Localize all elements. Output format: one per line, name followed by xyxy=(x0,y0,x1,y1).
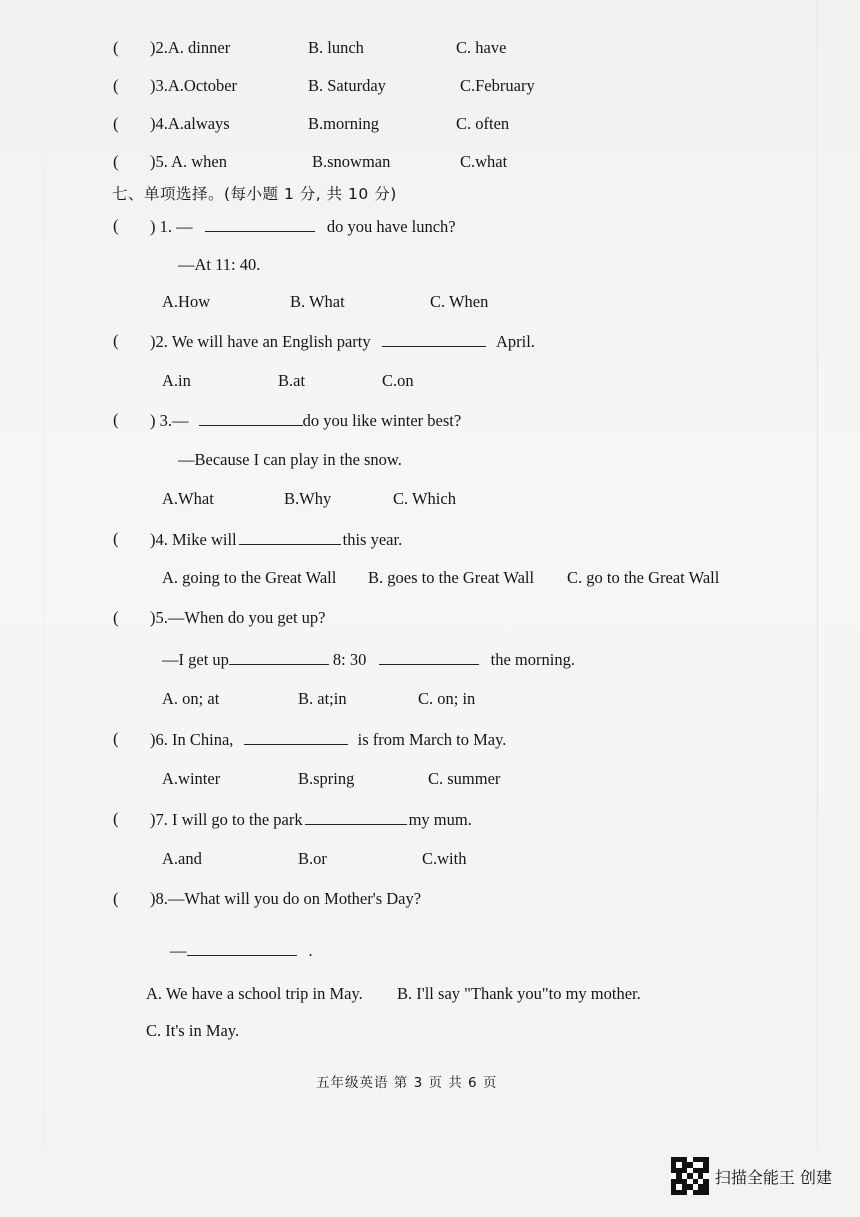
answer-paren: ( xyxy=(113,809,119,828)
answer-paren: ( xyxy=(113,216,119,235)
phonics-option-b: B. Saturday xyxy=(308,76,386,95)
option-c: C. summer xyxy=(428,769,501,788)
option-c: C.on xyxy=(382,371,414,390)
option-a: A. on; at xyxy=(162,689,220,708)
option-b: B. I'll say "Thank you"to my mother. xyxy=(397,984,641,1003)
question-4 xyxy=(150,529,402,550)
option-a: A. going to the Great Wall xyxy=(162,568,337,587)
section-title: 七、单项选择。(每小题 1 分, 共 10 分) xyxy=(112,185,397,203)
page-footer: 五年级英语 第 3 页 共 6 页 xyxy=(316,1075,498,1091)
answer-blank[interactable] xyxy=(205,216,315,232)
option-c: C. When xyxy=(430,292,489,311)
answer-paren: ( xyxy=(113,889,119,908)
question-8-reply xyxy=(170,940,313,961)
option-a: A.and xyxy=(162,849,202,868)
option-b: B.at xyxy=(278,371,306,390)
reply-start: —I get up xyxy=(162,650,229,669)
answer-blank[interactable] xyxy=(244,729,348,745)
question-5-reply xyxy=(162,649,575,670)
question-stem-end: this year. xyxy=(342,530,403,549)
question-1 xyxy=(150,216,456,237)
answer-blank[interactable] xyxy=(305,809,407,825)
option-c: C. go to the Great Wall xyxy=(567,568,720,587)
question-3-reply: —Because I can play in the snow. xyxy=(178,450,402,469)
watermark-text: 扫描全能王 创建 xyxy=(714,1167,832,1187)
phonics-option-c: C.what xyxy=(460,152,508,171)
phonics-option-b: B.snowman xyxy=(312,152,391,171)
answer-paren: ( xyxy=(113,76,119,95)
option-a: A. We have a school trip in May. xyxy=(146,984,363,1003)
question-stem: ) 1. — xyxy=(150,217,193,236)
answer-paren: ( xyxy=(113,114,119,133)
phonics-option-c: C. often xyxy=(456,114,510,133)
phonics-option-a: )5. A. when xyxy=(150,152,227,171)
qr-code-icon xyxy=(671,1157,709,1195)
question-2 xyxy=(150,331,535,352)
answer-blank[interactable] xyxy=(382,331,486,347)
phonics-option-c: C.February xyxy=(460,76,535,95)
question-stem-end: do you like winter best? xyxy=(302,411,462,430)
option-b: B. at;in xyxy=(298,689,347,708)
reply-end: the morning. xyxy=(490,650,575,669)
question-stem-end: is from March to May. xyxy=(357,730,507,749)
reply-mid: 8: 30 xyxy=(332,650,367,669)
phonics-option-b: B.morning xyxy=(308,114,380,133)
question-stem: )6. In China, xyxy=(150,730,234,749)
option-c: C. on; in xyxy=(418,689,476,708)
scanner-watermark xyxy=(671,1157,832,1195)
option-a: A.How xyxy=(162,292,211,311)
question-stem: )7. I will go to the park xyxy=(150,810,303,829)
question-stem-end: do you have lunch? xyxy=(326,217,456,236)
option-b: B. What xyxy=(290,292,345,311)
answer-paren: ( xyxy=(113,331,119,350)
question-8: )8.—What will you do on Mother's Day? xyxy=(150,889,422,908)
answer-paren: ( xyxy=(113,152,119,171)
reply-end: . xyxy=(308,941,313,960)
question-3 xyxy=(150,410,461,431)
question-stem: )4. Mike will xyxy=(150,530,237,549)
question-stem: )2. We will have an English party xyxy=(150,332,371,351)
phonics-option-a: )3.A.October xyxy=(150,76,238,95)
option-b: B. goes to the Great Wall xyxy=(368,568,535,587)
question-5: )5.—When do you get up? xyxy=(150,608,326,627)
option-a: A.winter xyxy=(162,769,221,788)
question-stem-end: my mum. xyxy=(408,810,472,829)
answer-paren: ( xyxy=(113,729,119,748)
answer-paren: ( xyxy=(113,38,119,57)
option-c: C. It's in May. xyxy=(146,1021,240,1040)
answer-blank[interactable] xyxy=(199,410,303,426)
answer-paren: ( xyxy=(113,608,119,627)
answer-blank[interactable] xyxy=(187,940,297,956)
question-6 xyxy=(150,729,506,750)
question-stem-end: April. xyxy=(495,332,535,351)
phonics-option-a: )2.A. dinner xyxy=(150,38,231,57)
question-stem: ) 3.— xyxy=(150,411,189,430)
option-a: A.What xyxy=(162,489,214,508)
answer-blank[interactable] xyxy=(239,529,341,545)
phonics-option-c: C. have xyxy=(456,38,507,57)
answer-blank[interactable] xyxy=(229,649,329,665)
answer-paren: ( xyxy=(113,529,119,548)
phonics-option-a: )4.A.always xyxy=(150,114,230,133)
phonics-option-b: B. lunch xyxy=(308,38,364,57)
reply-start: — xyxy=(170,941,187,960)
option-b: B.spring xyxy=(298,769,355,788)
question-7 xyxy=(150,809,472,830)
question-1-reply: —At 11: 40. xyxy=(178,255,261,274)
answer-blank[interactable] xyxy=(379,649,479,665)
option-c: C.with xyxy=(422,849,467,868)
answer-paren: ( xyxy=(113,410,119,429)
option-c: C. Which xyxy=(393,489,456,508)
option-b: B.or xyxy=(298,849,327,868)
option-b: B.Why xyxy=(284,489,332,508)
option-a: A.in xyxy=(162,371,191,390)
